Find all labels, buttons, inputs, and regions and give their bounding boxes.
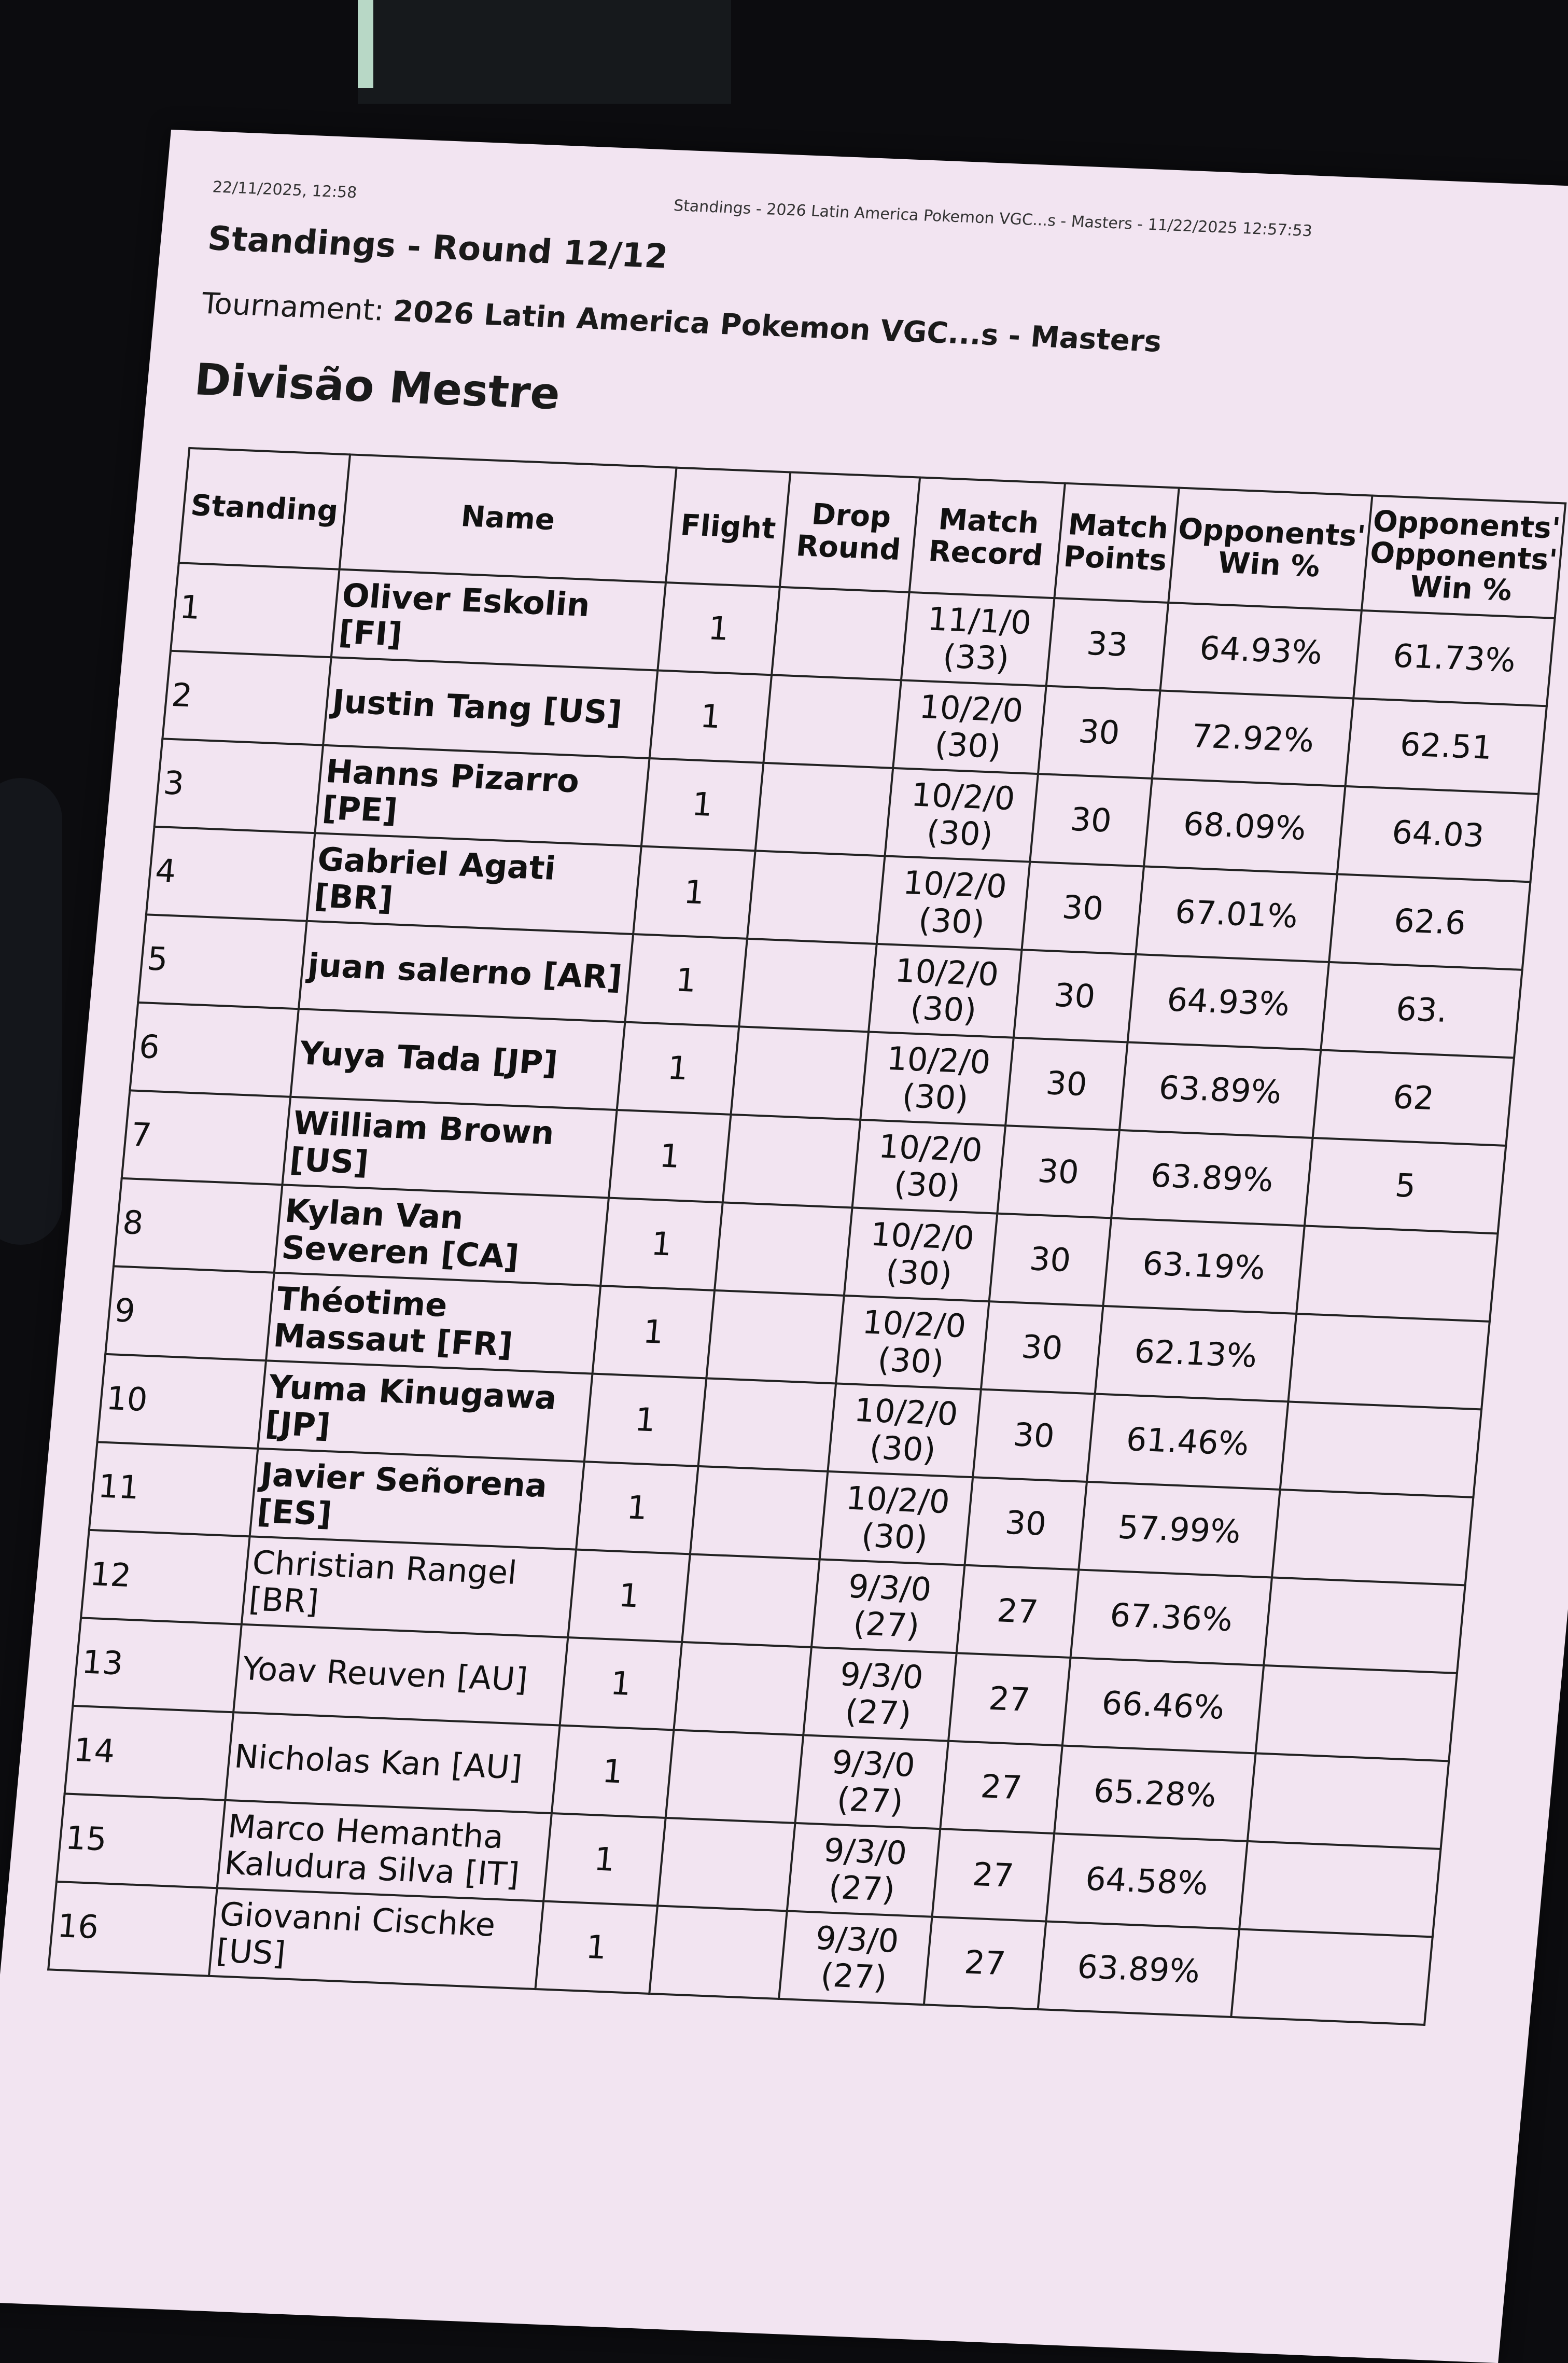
tournament-label: Tournament: [200,286,386,328]
flight-cell: 1 [617,1022,739,1115]
header-match-record: Match Record [909,477,1065,598]
match-record-cell: 10/2/0 (30) [893,680,1046,774]
match-record-cell: 10/2/0 (30) [877,856,1030,950]
opponents-win-cell: 63.89% [1119,1042,1321,1137]
opponents-win-cell: 67.36% [1071,1569,1272,1665]
match-points-cell: 27 [940,1741,1062,1833]
drop-round-cell [706,1290,844,1384]
standing-cell: 5 [138,914,306,1009]
opponents-opponents-win-cell: 62.51 [1346,698,1547,794]
opponents-opponents-win-cell: 64.03 [1337,786,1539,882]
opponents-win-cell: 66.46% [1062,1658,1264,1753]
match-record-cell: 10/2/0 (30) [836,1296,989,1389]
flight-cell: 1 [600,1198,723,1290]
match-points-cell: 30 [973,1389,1095,1482]
opponents-win-cell: 62.13% [1095,1306,1297,1401]
flight-cell: 1 [543,1813,666,1906]
opponents-opponents-win-cell [1248,1753,1449,1848]
flight-cell: 1 [552,1726,674,1818]
page-title: Standings - Round 12/12 [206,219,670,276]
opponents-win-cell: 63.19% [1103,1218,1305,1313]
opponents-win-cell: 63.89% [1111,1130,1313,1226]
header-opponents-win: Opponents' Win % [1168,488,1372,610]
match-points-cell: 27 [932,1829,1055,1921]
player-name-cell: Christian Rangel [BR] [242,1536,576,1637]
drop-round-cell [682,1554,820,1647]
match-points-cell: 27 [948,1653,1071,1745]
match-record-cell: 9/3/0 (27) [811,1559,964,1653]
player-name-cell: Yuya Tada [JP] [290,1009,625,1110]
match-record-cell: 10/2/0 (30) [860,1032,1013,1125]
flight-cell: 1 [633,846,755,939]
opponents-opponents-win-cell [1272,1490,1474,1585]
standing-cell: 9 [105,1266,274,1360]
opponents-win-cell: 61.46% [1087,1394,1289,1489]
opponents-win-cell: 64.58% [1046,1833,1248,1929]
drop-round-cell [690,1466,828,1560]
match-record-cell: 10/2/0 (30) [828,1383,981,1477]
drop-round-cell [666,1730,804,1823]
standing-cell: 6 [130,1003,298,1097]
background-object-left [0,778,62,1245]
drop-round-cell [747,851,885,944]
division-title: Divisão Mestre [192,354,563,420]
match-record-cell: 10/2/0 (30) [869,944,1021,1038]
background-object-edge [358,0,373,88]
standing-cell: 12 [81,1530,249,1624]
opponents-win-cell: 72.92% [1152,690,1354,786]
drop-round-cell [649,1906,787,1999]
flight-cell: 1 [584,1374,707,1466]
opponents-win-cell: 64.93% [1128,954,1329,1050]
match-points-cell: 33 [1046,598,1169,690]
flight-cell: 1 [593,1286,715,1378]
player-name-cell: Kylan Van Severen [CA] [274,1185,609,1286]
match-record-cell: 9/3/0 (27) [795,1735,948,1829]
print-header: Standings - 2026 Latin America Pokemon VGC...s - Masters - 11/22/2025 12:57:53 [673,197,1313,241]
header-standing: Standing [179,448,350,569]
drop-round-cell [674,1642,811,1735]
flight-cell: 1 [568,1550,690,1642]
header-drop-round: Drop Round [780,472,920,592]
match-points-cell: 30 [1014,950,1136,1042]
match-record-cell: 10/2/0 (30) [844,1207,997,1301]
match-points-cell: 27 [924,1917,1046,2009]
opponents-opponents-win-cell [1264,1577,1465,1673]
flight-cell: 1 [560,1637,682,1730]
standing-cell: 1 [171,563,339,657]
opponents-win-cell: 68.09% [1144,779,1346,874]
match-record-cell: 10/2/0 (30) [820,1471,973,1565]
match-points-cell: 30 [981,1301,1103,1394]
drop-round-cell [657,1818,795,1911]
opponents-opponents-win-cell [1289,1314,1490,1409]
opponents-opponents-win-cell [1256,1665,1458,1761]
match-points-cell: 30 [1022,862,1144,954]
match-record-cell: 10/2/0 (30) [885,768,1038,862]
standing-cell: 3 [155,739,323,833]
match-points-cell: 30 [964,1477,1087,1569]
opponents-win-cell: 65.28% [1054,1745,1256,1841]
match-record-cell: 9/3/0 (27) [787,1823,940,1917]
opponents-opponents-win-cell: 62.6 [1329,874,1531,969]
opponents-opponents-win-cell: 63. [1321,962,1523,1058]
match-points-cell: 30 [1005,1038,1128,1130]
player-name-cell: Javier Señorena [ES] [250,1449,584,1550]
background-object [358,0,731,104]
opponents-win-cell: 57.99% [1079,1482,1280,1577]
match-points-cell: 27 [957,1565,1079,1658]
flight-cell: 1 [609,1110,731,1202]
standing-cell: 2 [162,651,331,745]
opponents-win-cell: 67.01% [1136,866,1337,962]
print-date: 22/11/2025, 12:58 [212,178,358,202]
opponents-opponents-win-cell [1296,1226,1498,1321]
player-name-cell: Hanns Pizarro [PE] [315,745,649,846]
standing-cell: 14 [65,1706,233,1800]
player-name-cell: Nicholas Kan [AU] [225,1712,559,1813]
player-name-cell: Yoav Reuven [AU] [233,1624,568,1726]
flight-cell: 1 [650,670,772,762]
flight-cell: 1 [576,1462,698,1554]
player-name-cell: Justin Tang [US] [323,657,657,758]
player-name-cell: Gabriel Agati [BR] [307,833,641,934]
header-opponents-opponents-win: Opponents' Opponents' Win % [1362,496,1565,618]
opponents-opponents-win-cell: 62 [1313,1050,1515,1145]
standing-cell: 11 [89,1442,258,1536]
drop-round-cell [698,1378,836,1471]
standings-table [47,447,1567,2026]
opponents-opponents-win-cell: 5 [1305,1138,1506,1233]
player-name-cell: Théotime Massaut [FR] [266,1273,600,1374]
drop-round-cell [715,1202,852,1296]
opponents-win-cell: 64.93% [1160,603,1362,698]
opponents-win-cell: 63.89% [1038,1922,1240,2017]
flight-cell: 1 [535,1901,657,1994]
standing-cell: 15 [57,1794,225,1888]
opponents-opponents-win-cell: 61.73% [1353,610,1555,706]
tournament-name: 2026 Latin America Pokemon VGC...s - Masters [391,294,1164,359]
drop-round-cell [739,939,877,1032]
player-name-cell: Oliver Eskolin [FI] [331,569,666,671]
flight-cell: 1 [641,758,764,851]
player-name-cell: Yuma Kinugawa [JP] [258,1360,592,1462]
drop-round-cell [731,1026,869,1120]
flight-cell: 1 [657,582,780,675]
drop-round-cell [755,763,893,856]
opponents-opponents-win-cell [1231,1929,1433,2024]
drop-round-cell [723,1115,861,1208]
printed-sheet [0,130,1568,2363]
standing-cell: 16 [48,1882,217,1976]
match-points-cell: 30 [1030,774,1152,866]
match-points-cell: 30 [989,1214,1112,1306]
match-record-cell: 11/1/0 (33) [901,592,1054,686]
match-points-cell: 30 [1038,686,1160,779]
opponents-opponents-win-cell [1280,1401,1482,1497]
standing-cell: 8 [114,1178,282,1273]
opponents-opponents-win-cell [1239,1841,1441,1937]
standing-cell: 10 [97,1354,266,1449]
player-name-cell: William Brown [US] [282,1097,617,1198]
flight-cell: 1 [625,934,747,1026]
header-match-points: Match Points [1054,483,1179,603]
drop-round-cell [772,587,909,680]
standing-cell: 7 [122,1090,290,1185]
match-points-cell: 30 [997,1125,1119,1218]
tournament-line [200,287,1163,359]
standing-cell: 13 [73,1618,241,1712]
header-name: Name [340,454,677,582]
player-name-cell: Marco Hemantha Kaludura Silva [IT] [217,1800,552,1901]
drop-round-cell [763,675,901,768]
player-name-cell: Giovanni Cischke [US] [209,1888,543,1989]
match-record-cell: 10/2/0 (30) [852,1120,1005,1214]
player-name-cell: juan salerno [AR] [299,921,633,1022]
match-record-cell: 9/3/0 (27) [803,1647,956,1741]
match-record-cell: 9/3/0 (27) [779,1911,932,2005]
header-flight: Flight [666,468,790,587]
standing-cell: 4 [146,827,315,921]
